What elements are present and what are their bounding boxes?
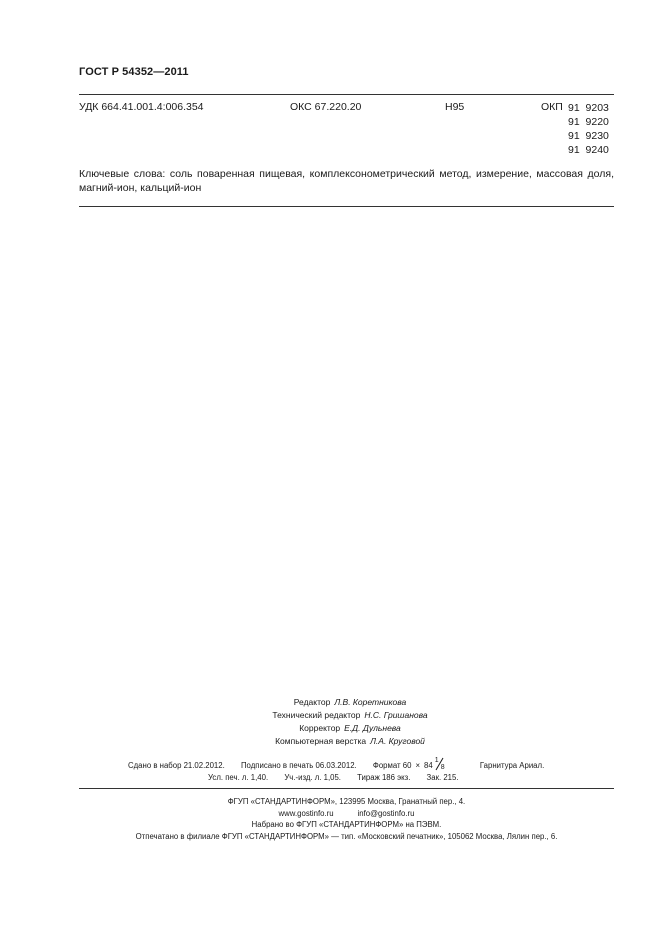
credit-tech-editor bbox=[200, 709, 500, 722]
credit-corrector bbox=[200, 722, 500, 735]
credit-editor bbox=[200, 696, 500, 709]
credit-layout bbox=[200, 735, 500, 748]
printed-note: Отпечатано в филиале ФГУП «СТАНДАРТИНФОРМ» — тип. «Московский печатник», 105062 Москва, Лялин пер., 6. bbox=[135, 831, 558, 841]
print-info-line2 bbox=[208, 773, 473, 782]
credit-name: Е.Д. Дульнева bbox=[344, 723, 401, 733]
typeset-note: Набрано во ФГУП «СТАНДАРТИНФОРМ» на ПЭВМ. bbox=[251, 820, 442, 829]
usl-sheets: Усл. печ. л. 1,40. bbox=[208, 773, 269, 782]
standard-number: ГОСТ Р 54352—2011 bbox=[79, 66, 189, 78]
okp-code: 91 9240 bbox=[568, 144, 609, 156]
print-run: Тираж 186 экз. bbox=[357, 773, 411, 782]
oks-code: ОКС 67.220.20 bbox=[290, 101, 362, 113]
submitted-date: Сдано в набор 21.02.2012. bbox=[128, 761, 225, 770]
okp-code: 91 9230 bbox=[568, 130, 609, 142]
typeface: Гарнитура Ариал. bbox=[479, 761, 545, 770]
credit-name: Л.В. Коретникова bbox=[334, 697, 407, 707]
credit-role: Технический редактор bbox=[272, 710, 361, 720]
credit-role: Компьютерная верстка bbox=[275, 736, 367, 746]
n-code: Н95 bbox=[445, 101, 465, 113]
uch-sheets: Уч.-изд. л. 1,05. bbox=[284, 773, 341, 782]
format-fraction bbox=[434, 759, 446, 771]
credits-block bbox=[200, 696, 500, 748]
top-divider bbox=[79, 94, 614, 95]
format-times: × bbox=[415, 761, 420, 770]
udk-code: УДК 664.41.001.4:006.354 bbox=[79, 101, 204, 113]
okp-code: 91 9203 bbox=[568, 102, 609, 114]
credit-role: Редактор bbox=[293, 697, 331, 707]
okp-code: 91 9220 bbox=[568, 116, 609, 128]
publisher-block bbox=[79, 796, 614, 842]
publisher-contacts bbox=[79, 808, 614, 820]
print-format bbox=[372, 757, 462, 771]
order-number: Зак. 215. bbox=[426, 773, 459, 782]
publisher-email-link[interactable]: info@gostinfo.ru bbox=[357, 808, 415, 818]
format-prefix: Формат 60 bbox=[372, 761, 412, 770]
publisher-site-link[interactable]: www.gostinfo.ru bbox=[278, 808, 334, 818]
keywords: Ключевые слова: соль поваренная пищевая, комплексонометрический метод, измерение, массовая доля, магний-ион, кальций-ион bbox=[79, 168, 614, 194]
credit-name: Л.А. Круговой bbox=[370, 736, 425, 746]
okp-codes bbox=[568, 101, 609, 157]
print-info-line1 bbox=[128, 759, 558, 771]
publisher-address: ФГУП «СТАНДАРТИНФОРМ», 123995 Москва, Гранатный пер., 4. bbox=[227, 797, 466, 806]
format-84: 84 bbox=[424, 761, 433, 770]
publisher-divider bbox=[79, 788, 614, 789]
signed-date: Подписано в печать 06.03.2012. bbox=[240, 761, 357, 770]
format-numerator: 1 bbox=[434, 757, 439, 764]
credit-name: Н.С. Гришанова bbox=[364, 710, 428, 720]
format-denominator: 8 bbox=[440, 764, 445, 771]
keywords-divider bbox=[79, 206, 614, 207]
credit-role: Корректор bbox=[299, 723, 341, 733]
okp-label: ОКП bbox=[541, 101, 563, 113]
